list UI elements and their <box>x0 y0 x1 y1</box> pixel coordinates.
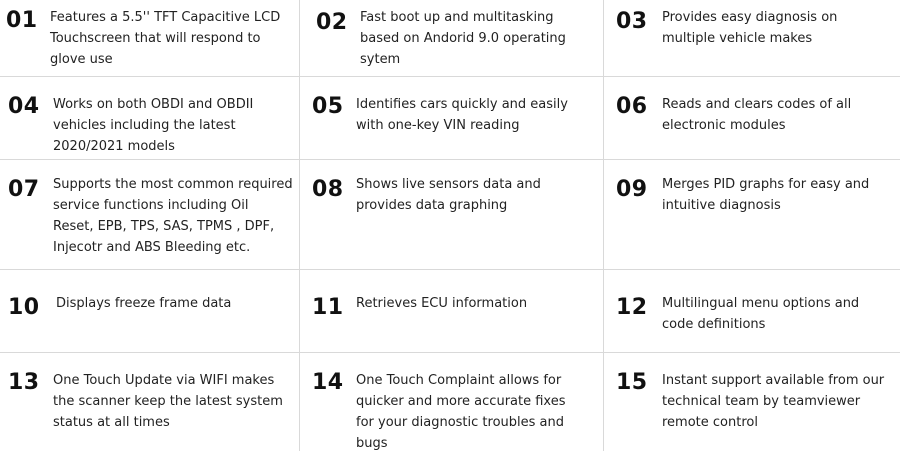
feature-number: 09 <box>616 177 648 202</box>
feature-cell-02 <box>300 0 604 77</box>
feature-number: 05 <box>312 94 344 119</box>
feature-cell-05 <box>300 77 604 160</box>
feature-cell-06 <box>604 77 900 160</box>
feature-cell-01 <box>0 0 300 77</box>
feature-number: 03 <box>616 9 648 34</box>
feature-text: One Touch Complaint allows for quicker and more accurate fixes for your diagnostic troubles and bugs <box>356 373 566 451</box>
feature-number: 13 <box>8 370 40 395</box>
feature-cell-15 <box>604 353 900 451</box>
feature-cell-12 <box>604 270 900 353</box>
feature-text: Identifies cars quickly and easily with one-key VIN reading <box>356 97 568 133</box>
feature-cell-13 <box>0 353 300 451</box>
feature-text: One Touch Update via WIFI makes the scanner keep the latest system status at all times <box>53 373 283 430</box>
feature-number: 11 <box>312 295 344 320</box>
feature-number: 10 <box>8 295 40 320</box>
feature-text: Shows live sensors data and provides data graphing <box>356 177 541 213</box>
feature-cell-04 <box>0 77 300 160</box>
feature-text: Multilingual menu options and code definitions <box>662 296 860 332</box>
feature-cell-07 <box>0 160 300 270</box>
feature-number: 01 <box>6 8 38 33</box>
feature-text: Reads and clears codes of all electronic modules <box>662 97 852 133</box>
feature-text: Retrieves ECU information <box>356 296 528 311</box>
feature-text: Fast boot up and multitasking based on Andorid 9.0 operating sytem <box>360 10 566 67</box>
feature-number: 08 <box>312 177 344 202</box>
feature-number: 14 <box>312 370 344 395</box>
feature-number: 07 <box>8 177 40 202</box>
feature-text: Merges PID graphs for easy and intuitive diagnosis <box>662 177 870 213</box>
feature-text: Works on both OBDI and OBDII vehicles including the latest 2020/2021 models <box>53 97 254 154</box>
feature-cell-11 <box>300 270 604 353</box>
feature-text: Instant support available from our technical team by teamviewer remote control <box>662 373 885 430</box>
feature-number: 04 <box>8 94 40 119</box>
feature-number: 06 <box>616 94 648 119</box>
feature-cell-09 <box>604 160 900 270</box>
feature-cell-14 <box>300 353 604 451</box>
feature-number: 15 <box>616 370 648 395</box>
feature-number: 02 <box>316 10 348 35</box>
feature-cell-08 <box>300 160 604 270</box>
feature-text: Displays freeze frame data <box>56 296 232 311</box>
feature-text: Supports the most common required service functions including Oil Reset, EPB, TPS, SAS, TPMS , DPF, Injecotr and ABS Bleeding etc. <box>53 177 293 255</box>
feature-cell-10 <box>0 270 300 353</box>
feature-text: Provides easy diagnosis on multiple vehicle makes <box>662 10 838 46</box>
feature-text: Features a 5.5'' TFT Capacitive LCD Touchscreen that will respond to glove use <box>50 10 281 67</box>
feature-number: 12 <box>616 295 648 320</box>
feature-cell-03 <box>604 0 900 77</box>
